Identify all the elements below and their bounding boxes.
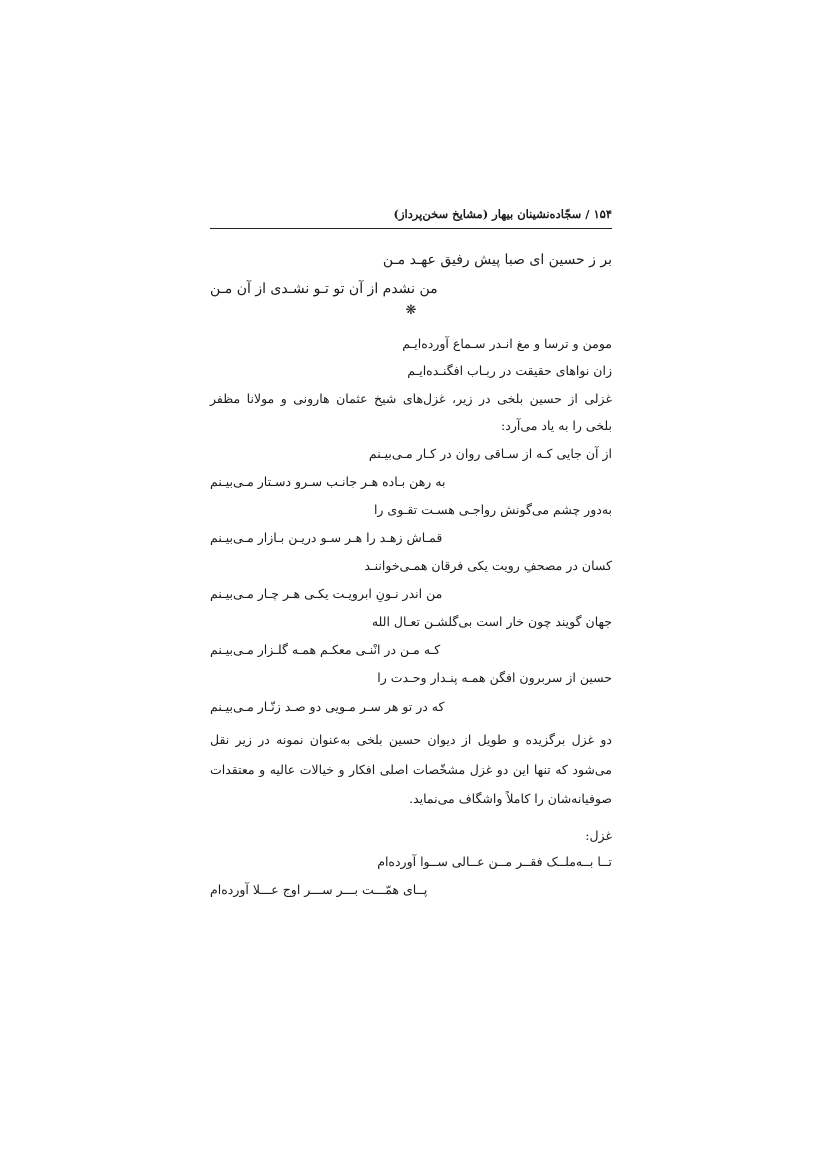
prose-main-line-3: صوفیانه‌شان را کاملاً واشگاف می‌نماید. [409,791,612,806]
ghazal1-line: من اندر نـونِ ابرویـت یکـی هـر چـار مـی‌بیـنم [210,586,443,601]
prose-intro-line-1: غزلی از حسین بلخی در زیر، غزل‌های شیخ عثمان هارونی و مولانا مظفر [210,391,612,406]
header-rule [210,228,612,229]
ghazal1-line: از آن جایی کـه از سـاقی روان در کـار مـی‌بیـنم [368,446,612,461]
ghazal1-line: قمـاش زهـد را هـر سـو دریـن بـازار مـی‌بیـنم [210,530,443,545]
prose-main-line-2: می‌شود که تنها این دو غزل مشخّصات اصلی افکار و خیالات عالیه و معتقدات [210,762,612,777]
verse-a-line-1: مومن و ترسا و مغ انـدر سـماع آورده‌ایـم [402,336,612,351]
ghazal1-line: حسین از سربرون افگن همـه پنـدار وحـدت را [377,670,612,685]
ghazal-label: غزل: [585,828,612,843]
ghazal1-line: جهان گویند چون خار است بی‌گلشـن تعـال الله [371,614,612,629]
ghazal1-line: کسان در مصحفِ رویت یکی فرقان همـی‌خواننـد [364,558,612,573]
ghazal1-line: به رهن بـاده هـر جانـب سـرو دسـتار مـی‌بیـنم [210,474,446,489]
ghazal1-line: به‌دور چشم می‌گونش رواجـی هسـت تقـوی را [373,502,612,517]
ghazal1-line: کـه مـن در انْنـی معکـم همـه گلـزار مـی‌بیـنم [210,642,441,657]
verse-top-line-1: بر ز حسین ای صبا پیش رفیق عهـد مـن [382,252,612,268]
ghazal2-line: تــا بــه‌ملــک فقــر مــن عــالی ســوا آورده‌ام [377,854,612,869]
prose-main-line-1: دو غزل برگزیده و طویل از دیوان حسین بلخی به‌عنوان نمونه در زیر نقل [210,732,612,747]
verse-top-line-2: من نشدم از آن تو تـو نشـدی از آن مـن [210,281,438,297]
ghazal1-line: که در تو هر سـر مـویی دو صـد زنّـار مـی‌بیـنم [210,699,445,714]
running-head: ۱۵۴ / سجّاده‌نشینان بیهار (مشایخ سخن‌پرداز) [393,207,612,221]
verse-a-line-2: زان نواهای حقیقت در ربـاب افگنـده‌ایـم [407,363,612,378]
prose-intro-line-2: بلخی را به یاد می‌آرد: [501,418,612,433]
separator-ornament: ❋ [405,303,417,318]
book-page [210,0,612,1169]
ghazal2-line: پــای همّـــت بـــر ســـر اوج عـــلا آورده‌ام [210,882,428,897]
